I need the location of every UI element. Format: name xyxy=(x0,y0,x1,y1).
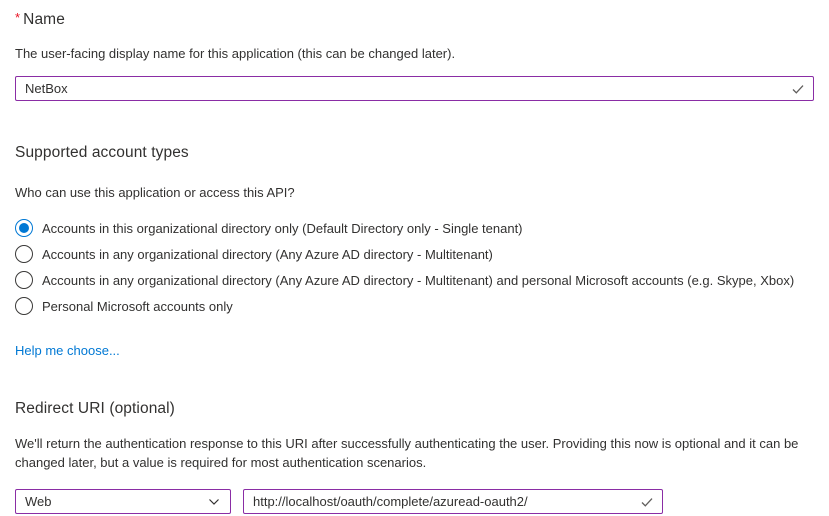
name-section xyxy=(15,10,814,101)
redirect-uri-description: We'll return the authentication response to this URI after successfully authenticating the user. Providing this now is optional and it can be changed later, but a value is required for most authentication scenarios. xyxy=(15,436,799,470)
chevron-down-icon xyxy=(207,495,221,509)
redirect-uri-section xyxy=(15,400,814,514)
account-type-radio-group xyxy=(15,215,814,319)
radio-unselected-icon[interactable] xyxy=(15,297,33,315)
name-field-description: The user-facing display name for this application (this can be changed later). xyxy=(15,46,456,61)
supported-account-types-heading: Supported account types xyxy=(15,144,189,161)
radio-label: Accounts in this organizational directory only (Default Directory only - Single tenant) xyxy=(42,220,523,236)
radio-personal-only[interactable] xyxy=(15,293,814,319)
redirect-uri-input-container xyxy=(243,489,663,514)
radio-label: Accounts in any organizational directory (Any Azure AD directory - Multitenant) and personal Microsoft accounts (e.g. Skype, Xbox) xyxy=(42,272,795,288)
name-field-label: Name xyxy=(23,11,65,28)
redirect-uri-input[interactable] xyxy=(243,489,663,514)
radio-single-tenant[interactable] xyxy=(15,215,814,241)
radio-label: Personal Microsoft accounts only xyxy=(42,298,233,314)
radio-label: Accounts in any organizational directory (Any Azure AD directory - Multitenant) xyxy=(42,246,493,262)
platform-select[interactable] xyxy=(15,489,231,514)
help-me-choose-link[interactable]: Help me choose... xyxy=(15,343,120,358)
name-input-container xyxy=(15,76,814,101)
radio-multitenant[interactable] xyxy=(15,241,814,267)
account-types-question: Who can use this application or access this API? xyxy=(15,185,295,200)
platform-select-value: Web xyxy=(25,494,52,509)
radio-selected-icon[interactable] xyxy=(15,219,33,237)
name-field-heading xyxy=(15,10,814,29)
radio-unselected-icon[interactable] xyxy=(15,245,33,263)
required-asterisk: * xyxy=(15,10,21,25)
supported-account-types-section xyxy=(15,144,814,360)
radio-multitenant-personal[interactable] xyxy=(15,267,814,293)
name-input[interactable] xyxy=(15,76,814,101)
redirect-uri-heading: Redirect URI (optional) xyxy=(15,400,175,417)
redirect-uri-row xyxy=(15,489,814,514)
radio-unselected-icon[interactable] xyxy=(15,271,33,289)
